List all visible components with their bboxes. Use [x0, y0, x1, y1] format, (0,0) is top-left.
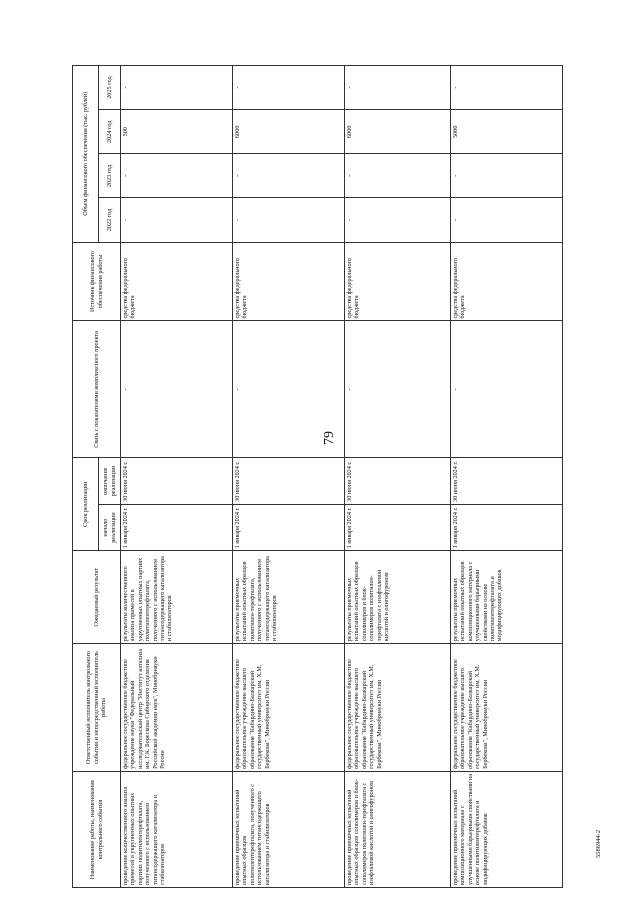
header-end: окончание реализации: [99, 458, 121, 504]
rotated-content: [72, 65, 572, 888]
cell-2023: -: [345, 154, 451, 198]
cell-2024: 5000: [451, 110, 563, 154]
cell-executor: федеральное государственное бюджетное образовательное учреждение высшего образования "Кабардино-Балкарский государственный университет им. Х.М. Бербекова", Минобрнауки России: [345, 644, 451, 772]
cell-link: -: [121, 321, 233, 458]
cell-2025: -: [345, 66, 451, 110]
cell-end: 30 июня 2024 г.: [233, 458, 345, 504]
header-2025: 2025 год: [99, 66, 121, 110]
header-name: Наименование работы, наименование контрольного события: [73, 771, 121, 887]
cell-name: проведение приемочных испытаний опытных образцов сополимеров и блок-сополимеров политилен-терефталата с изофталевой кислотой и олигофуроном: [345, 771, 451, 887]
cell-source: средства федерального бюджета: [121, 242, 233, 321]
cell-name: проведение приемочных испытаний опытных образцов политилентерефталата, полученного с использованием титансодержащего катализатора и стабилизаторов: [233, 771, 345, 887]
cell-link: -: [451, 321, 563, 458]
cell-source: средства федерального бюджета: [345, 242, 451, 321]
header-source: Источник финансового обеспечения работы: [73, 242, 121, 321]
cell-result: результаты количественного анализа примесей в укрупненных опытных партиях политилентерефталата, полученного с использованием титансодержащего катализатора и стабилизаторов: [121, 551, 233, 644]
work-plan-table: [72, 65, 563, 888]
cell-executor: федеральное государственное бюджетное образовательное учреждение высшего образования "Кабардино-Балкарский государственный университет им. Х.М. Бербекова", Минобрнауки России: [233, 644, 345, 772]
header-link: Связь с показателями комплексного проекта: [73, 321, 121, 458]
cell-2022: -: [121, 198, 233, 242]
cell-2024: 500: [121, 110, 233, 154]
table-row: [451, 66, 563, 888]
cell-2022: -: [451, 198, 563, 242]
header-row-1: [73, 66, 99, 888]
header-2022: 2022 год: [99, 198, 121, 242]
cell-end: 30 июня 2024 г.: [345, 458, 451, 504]
cell-end: 30 июня 2024 г.: [451, 458, 563, 504]
cell-2025: -: [451, 66, 563, 110]
cell-start: 1 января 2024 г.: [451, 504, 563, 550]
cell-result: результаты приемочных испытаний опытных образцов композиционного материала с улучшенными барьерными свойствами на основе политилентерефталата и модифицирующих добавок: [451, 551, 563, 644]
cell-2023: -: [451, 154, 563, 198]
cell-executor: федеральное государственное бюджетное образовательное учреждение высшего образования "Кабардино-Балкарский государственный университет им. Х.М. Бербекова", Минобрнауки России: [451, 644, 563, 772]
cell-2025: -: [233, 66, 345, 110]
cell-executor: федеральное государственное бюджетное учреждение науки "Федеральный исследовательский центр "Институт катализа им. Г.К. Борескова Сибирского отделения Российской академии наук", Минобрнауки России: [121, 644, 233, 772]
cell-2024: 6000: [345, 110, 451, 154]
header-funding: Объем финансового обеспечения (тыс. рублей): [73, 66, 99, 243]
cell-name: проведение приемочных испытаний композиционного материала с улучшенными барьерными свойствами на основе политилентерефталата и модифицирующих добавок: [451, 771, 563, 887]
cell-2025: -: [121, 66, 233, 110]
table-row: [345, 66, 451, 888]
cell-2023: -: [121, 154, 233, 198]
cell-2023: -: [233, 154, 345, 198]
cell-link: -: [345, 321, 451, 458]
cell-result: результаты приемочных испытаний опытных образцов сополимеров и блок-сополимеров политилен-терефталата с изофталевой кислотой и олигофуроном: [345, 551, 451, 644]
header-2023: 2023 год: [99, 154, 121, 198]
table-row: [233, 66, 345, 888]
header-executor: Ответственный исполнитель контрольного события и непосредственный исполнитель работы: [73, 644, 121, 772]
cell-source: средства федерального бюджета: [233, 242, 345, 321]
cell-start: 1 января 2024 г.: [345, 504, 451, 550]
document-code: 5586944-2: [595, 829, 602, 858]
cell-start: 1 января 2024 г.: [233, 504, 345, 550]
cell-name: проведение количественного анализа примесей в укрупненных опытных партиях политилентерефталата, полученного с использованием титансодержащего катализатора и стабилизаторов: [121, 771, 233, 887]
cell-link: -: [233, 321, 345, 458]
header-start: начало реализации: [99, 504, 121, 550]
header-period: Срок реализации: [73, 458, 99, 551]
page-number: 79: [322, 431, 337, 445]
cell-2022: -: [233, 198, 345, 242]
cell-end: 30 июня 2024 г.: [121, 458, 233, 504]
table-row: [121, 66, 233, 888]
cell-2024: 6000: [233, 110, 345, 154]
header-2024: 2024 год: [99, 110, 121, 154]
cell-start: 1 января 2024 г.: [121, 504, 233, 550]
cell-result: результаты приемочных испытаний опытных образцов политилен-терефталата, полученного с использованием титансодержащего катализатора и стабилизаторов: [233, 551, 345, 644]
header-result: Ожидаемый результат: [73, 551, 121, 644]
cell-source: средства федерального бюджета: [451, 242, 563, 321]
cell-2022: -: [345, 198, 451, 242]
